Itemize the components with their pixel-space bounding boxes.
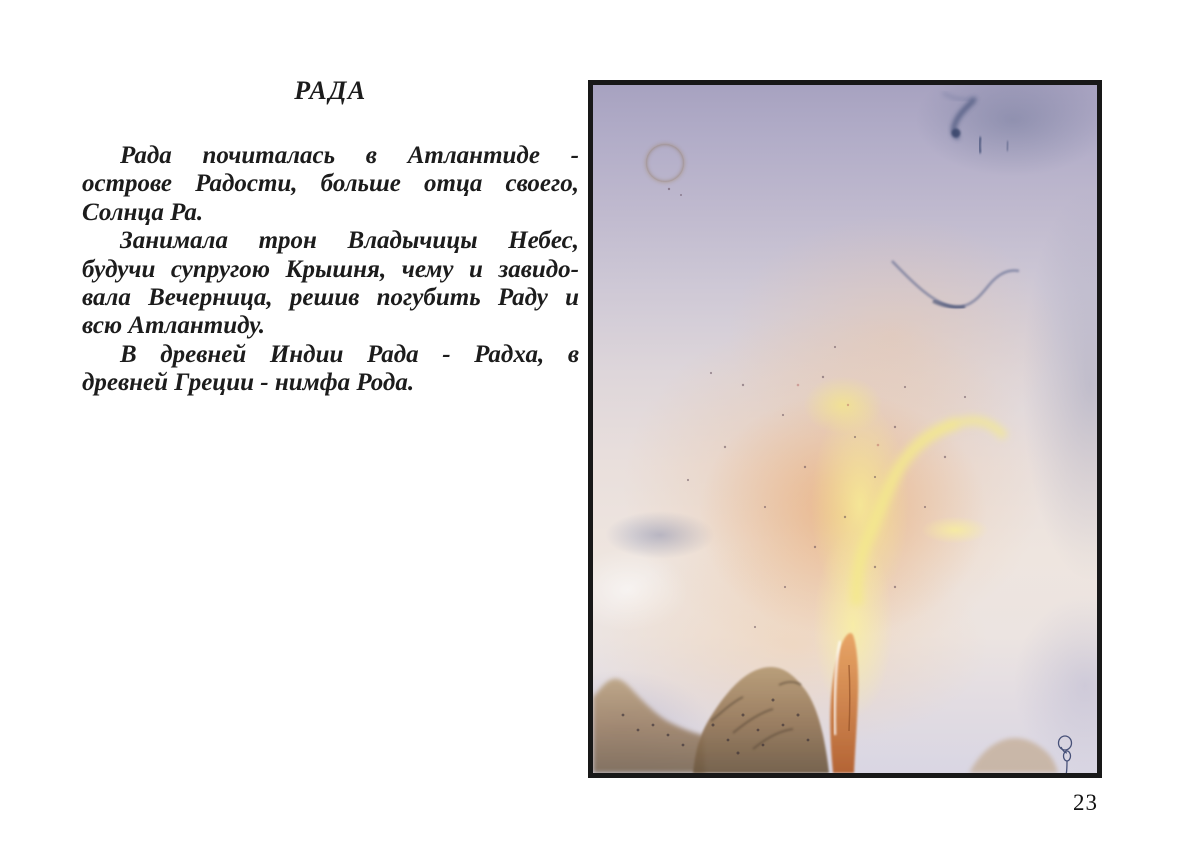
- article-text: [82, 76, 579, 398]
- dark-wave-line: [892, 261, 1019, 307]
- text-line: Занимала трон Владычицы Небес,: [120, 227, 579, 255]
- text-line: Солнца Ра.: [82, 198, 204, 226]
- artist-signature: [1059, 736, 1072, 773]
- light-ribbon: [856, 421, 1005, 605]
- text-line: будучи супругою Крышня, чему и завидо-: [82, 255, 579, 283]
- watercolor-painting: [588, 80, 1102, 778]
- rock-formations: [593, 667, 1058, 773]
- text-line: всю Атлантиду.: [82, 312, 265, 340]
- red-speckles: [797, 384, 880, 447]
- dark-smudges: [943, 93, 1008, 153]
- paint-speckles: [668, 188, 966, 628]
- text-line: В древней Индии Рада - Радха, в: [120, 340, 579, 368]
- page-number: 23: [1073, 790, 1098, 815]
- text-line: вала Вечерница, решив погубить Раду и: [82, 284, 579, 312]
- article-title: РАДА: [294, 76, 367, 105]
- painting-details: [593, 85, 1097, 773]
- paragraph-1: [82, 142, 579, 227]
- orange-figure: [830, 633, 858, 773]
- text-line: Рада почиталась в Атлантиде -: [120, 142, 579, 169]
- text-line: древней Греции - нимфа Рода.: [82, 369, 415, 397]
- paragraph-3: [82, 341, 579, 398]
- paragraph-2: [82, 227, 579, 341]
- text-line: острове Радости, больше отца своего,: [82, 170, 579, 198]
